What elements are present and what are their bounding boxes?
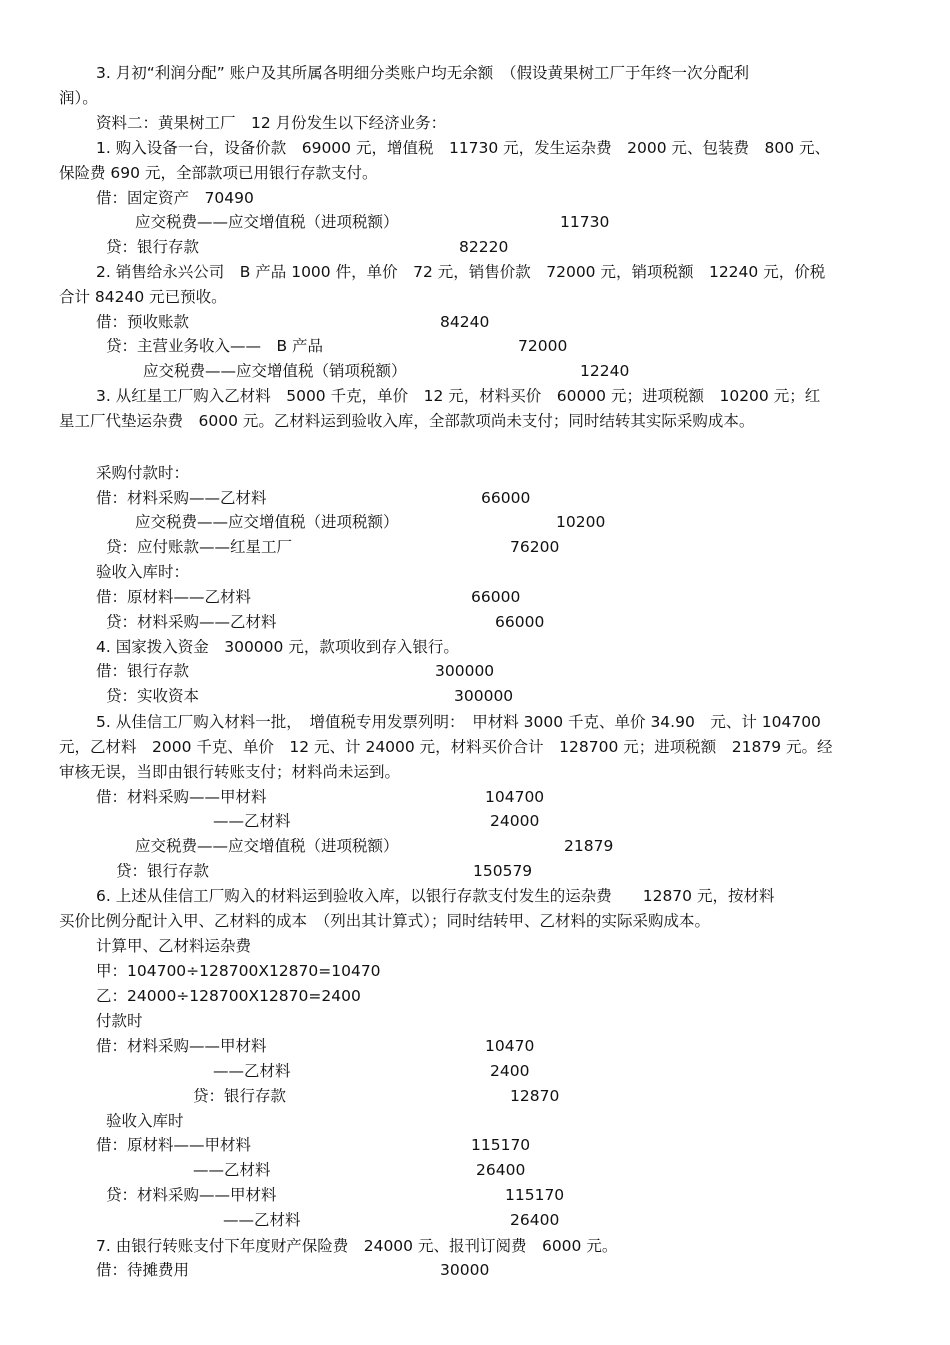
text-line: ——乙材料 [213, 1062, 291, 1080]
text-line: 保险费 690 元，全部款项已用银行存款支付。 [59, 164, 378, 182]
text-line: 4. 国家拨入资金 300000 元，款项收到存入银行。 [96, 638, 459, 656]
text-line: 星工厂代垫运杂费 6000 元。乙材料运到验收入库，全部款项尚未支付；同时结转其实际采购成本。 [59, 412, 755, 430]
text-line: 借：材料采购——乙材料 [96, 489, 267, 507]
text-line: 应交税费——应交增值税（进项税额） [135, 837, 399, 855]
text-line: 验收入库时 [106, 1112, 184, 1130]
text-line: 借：固定资产 70490 [96, 189, 254, 207]
amount-value: 72000 [518, 337, 568, 355]
amount-value: 150579 [473, 862, 533, 880]
text-line: 乙：24000÷128700X12870=2400 [96, 987, 361, 1005]
text-line: ——乙材料 [223, 1211, 301, 1229]
text-line: 借：材料采购——甲材料 [96, 788, 267, 806]
text-line: 2. 销售给永兴公司 B 产品 1000 件，单价 72 元，销售价款 72000 元，销项税额 12240 元，价税 [96, 263, 826, 281]
amount-value: 66000 [471, 588, 521, 606]
amount-value: 82220 [459, 238, 509, 256]
text-line: 贷：银行存款 [106, 238, 200, 256]
text-line: 借：原材料——甲材料 [96, 1136, 252, 1154]
amount-value: 10200 [556, 513, 606, 531]
text-line: 借：原材料——乙材料 [96, 588, 252, 606]
text-line: 买价比例分配计入甲、乙材料的成本 （列出其计算式）；同时结转甲、乙材料的实际采购成本。 [59, 912, 711, 930]
text-line: 计算甲、乙材料运杂费 [96, 937, 252, 955]
text-line: 贷：银行存款 [116, 862, 210, 880]
text-line: 3. 月初“利润分配” 账户及其所属各明细分类账户均无余额 （假设黄果树工厂于年终一次分配利 [96, 64, 749, 82]
text-line: 审核无误，当即由银行转账支付；材料尚未运到。 [59, 763, 401, 781]
amount-value: 66000 [481, 489, 531, 507]
amount-value: 2400 [490, 1062, 530, 1080]
text-line: 润）。 [59, 89, 98, 107]
text-line: 贷：实收资本 [106, 687, 200, 705]
amount-value: 300000 [435, 662, 495, 680]
text-line: 采购付款时： [96, 464, 190, 482]
text-line: 1. 购入设备一台，设备价款 69000 元，增值税 11730 元，发生运杂费 2000 元、包装费 800 元、 [96, 139, 831, 157]
amount-value: 11730 [560, 213, 610, 231]
text-line: 贷：主营业务收入—— B 产品 [106, 337, 324, 355]
amount-value: 84240 [440, 313, 490, 331]
text-line: 5. 从佳信工厂购入材料一批， 增值税专用发票列明： 甲材料 3000 千克、单价 34.90 元、计 104700 [96, 713, 821, 731]
text-line: 验收入库时： [96, 563, 190, 581]
amount-value: 76200 [510, 538, 560, 556]
text-line: 借：材料采购——甲材料 [96, 1037, 267, 1055]
text-line: 应交税费——应交增值税（进项税额） [135, 513, 399, 531]
text-line: 借：待摊费用 [96, 1261, 190, 1279]
text-line: 贷：材料采购——甲材料 [106, 1186, 277, 1204]
amount-value: 104700 [485, 788, 545, 806]
amount-value: 21879 [564, 837, 614, 855]
text-line: 元，乙材料 2000 千克、单价 12 元、计 24000 元，材料买价合计 128700 元；进项税额 21879 元。经 [59, 738, 833, 756]
text-line: 合计 84240 元已预收。 [59, 288, 227, 306]
text-line: 贷：材料采购——乙材料 [106, 613, 277, 631]
amount-value: 24000 [490, 812, 540, 830]
amount-value: 26400 [510, 1211, 560, 1229]
amount-value: 30000 [440, 1261, 490, 1279]
text-line: 应交税费——应交增值税（进项税额） [135, 213, 399, 231]
amount-value: 66000 [495, 613, 545, 631]
text-line: 贷：银行存款 [193, 1087, 287, 1105]
amount-value: 10470 [485, 1037, 535, 1055]
text-line: 3. 从红星工厂购入乙材料 5000 千克，单价 12 元，材料买价 60000 元；进项税额 10200 元；红 [96, 387, 821, 405]
text-line: 应交税费——应交增值税（销项税额） [143, 362, 407, 380]
text-line: 贷：应付账款——红星工厂 [106, 538, 293, 556]
amount-value: 300000 [454, 687, 514, 705]
text-line: ——乙材料 [213, 812, 291, 830]
amount-value: 115170 [471, 1136, 531, 1154]
amount-value: 26400 [476, 1161, 526, 1179]
text-line: 付款时 [96, 1012, 143, 1030]
text-line: ——乙材料 [193, 1161, 271, 1179]
text-line: 借：预收账款 [96, 313, 190, 331]
amount-value: 12870 [510, 1087, 560, 1105]
text-line: 6. 上述从佳信工厂购入的材料运到验收入库，以银行存款支付发生的运杂费 12870 元，按材料 [96, 887, 775, 905]
amount-value: 12240 [580, 362, 630, 380]
amount-value: 115170 [505, 1186, 565, 1204]
text-line: 甲：104700÷128700X12870=10470 [96, 962, 381, 980]
text-line: 资料二：黄果树工厂 12 月份发生以下经济业务： [96, 114, 447, 132]
text-line: 7. 由银行转账支付下年度财产保险费 24000 元、报刊订阅费 6000 元。 [96, 1237, 618, 1255]
text-line: 借：银行存款 [96, 662, 190, 680]
